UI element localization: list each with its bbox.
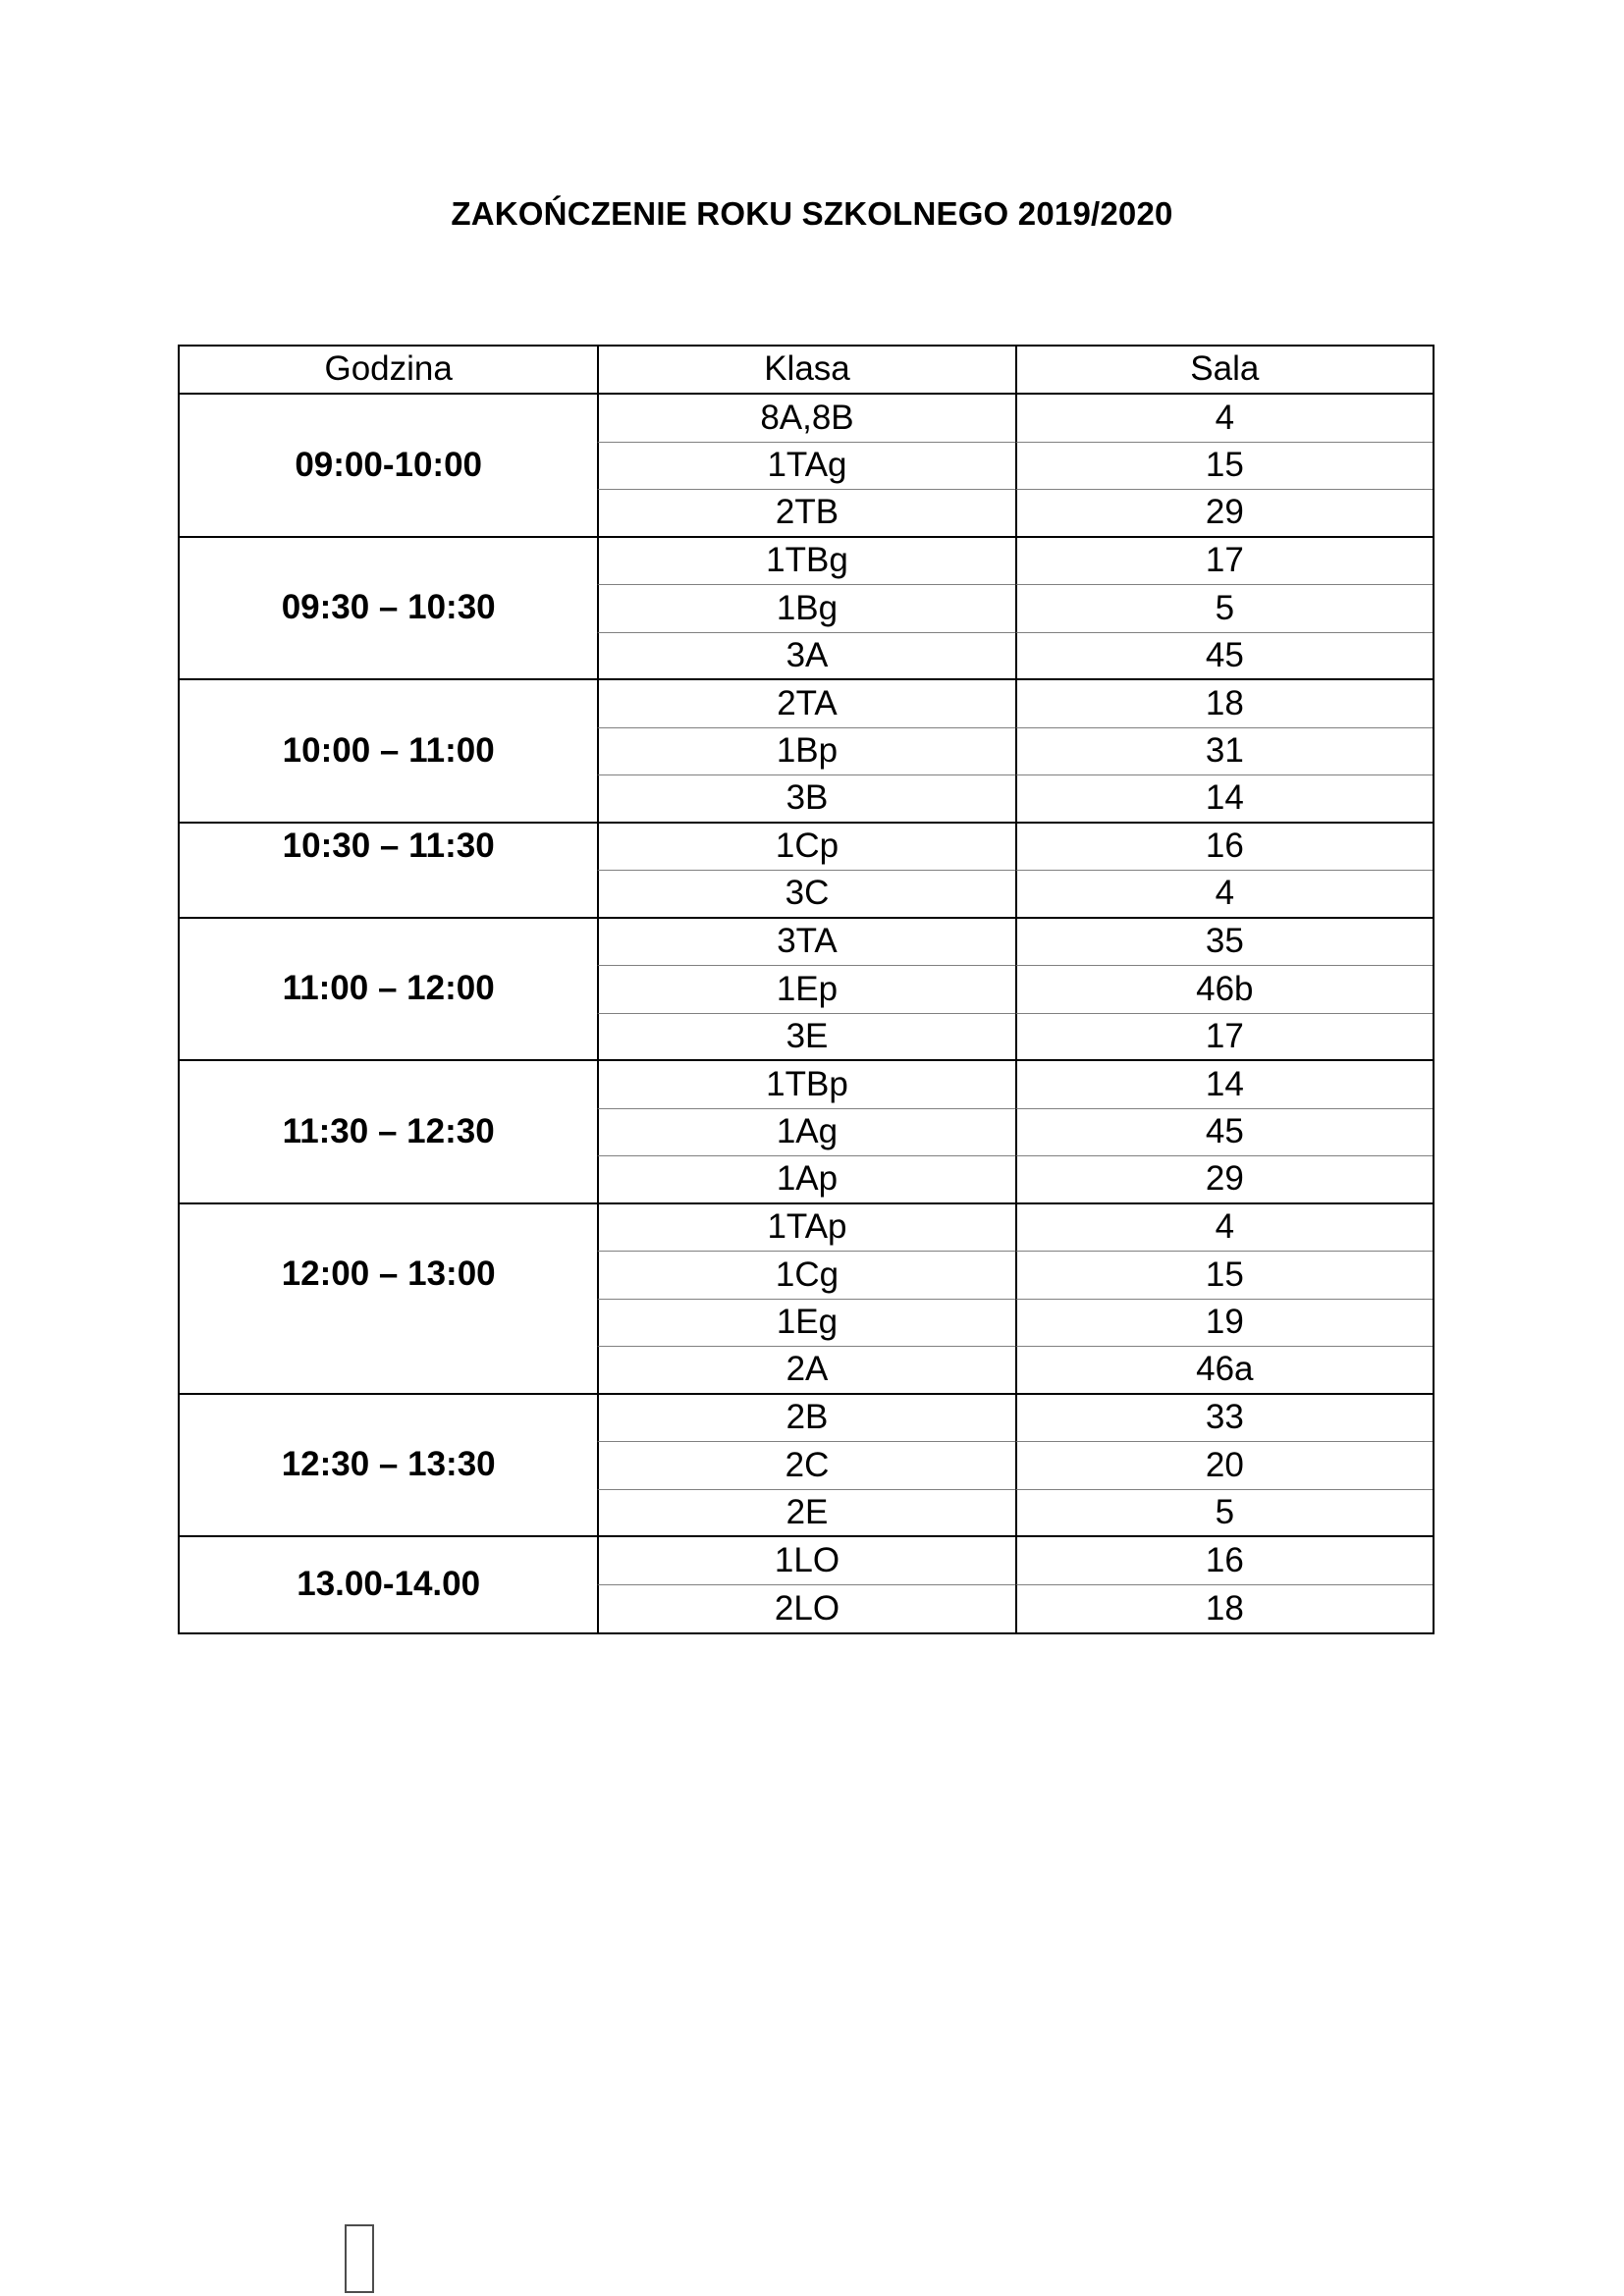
room-cell: 33 — [1015, 1395, 1433, 1443]
class-cell: 1TAg — [597, 443, 1014, 491]
room-cell: 18 — [1015, 1585, 1433, 1633]
time-cell — [180, 1204, 597, 1395]
room-cell: 45 — [1015, 633, 1433, 681]
time-label: 09:30 – 10:30 — [281, 588, 496, 626]
room-cell: 4 — [1015, 1204, 1433, 1253]
room-cell: 14 — [1015, 775, 1433, 824]
room-cell: 5 — [1015, 585, 1433, 633]
class-cell: 1TAp — [597, 1204, 1014, 1253]
class-cell: 1Bp — [597, 728, 1014, 776]
time-label: 09:00-10:00 — [295, 445, 483, 484]
header-klasa: Klasa — [597, 347, 1014, 395]
room-cell: 4 — [1015, 395, 1433, 443]
time-cell — [180, 395, 597, 538]
time-label: 10:00 – 11:00 — [282, 730, 495, 770]
time-label: 13.00-14.00 — [297, 1565, 481, 1604]
room-cell: 46a — [1015, 1347, 1433, 1395]
class-cell: 2C — [597, 1442, 1014, 1490]
room-cell: 45 — [1015, 1109, 1433, 1157]
class-cell: 1Cp — [597, 824, 1014, 872]
time-cell — [180, 824, 597, 919]
class-cell: 1Ap — [597, 1156, 1014, 1204]
room-cell: 5 — [1015, 1490, 1433, 1538]
document-title: ZAKOŃCZENIE ROKU SZKOLNEGO 2019/2020 — [451, 195, 1173, 232]
room-cell: 35 — [1015, 919, 1433, 967]
class-cell: 1Cg — [597, 1252, 1014, 1300]
room-cell: 4 — [1015, 871, 1433, 919]
time-cell — [180, 680, 597, 824]
time-cell — [180, 1395, 597, 1538]
room-cell: 46b — [1015, 966, 1433, 1014]
room-cell: 16 — [1015, 1537, 1433, 1585]
room-cell: 16 — [1015, 824, 1433, 872]
class-cell: 8A,8B — [597, 395, 1014, 443]
class-cell: 1TBp — [597, 1061, 1014, 1109]
room-cell: 17 — [1015, 538, 1433, 586]
room-cell: 14 — [1015, 1061, 1433, 1109]
time-cell — [180, 1061, 597, 1204]
class-cell: 3E — [597, 1014, 1014, 1062]
class-cell: 2TA — [597, 680, 1014, 728]
class-cell: 1Eg — [597, 1300, 1014, 1348]
room-cell: 17 — [1015, 1014, 1433, 1062]
class-cell: 2E — [597, 1490, 1014, 1538]
class-cell: 2LO — [597, 1585, 1014, 1633]
time-label: 11:30 – 12:30 — [282, 1111, 495, 1150]
class-cell: 3C — [597, 871, 1014, 919]
time-cell — [180, 1537, 597, 1632]
class-cell: 3B — [597, 775, 1014, 824]
room-cell: 15 — [1015, 443, 1433, 491]
class-cell: 2A — [597, 1347, 1014, 1395]
room-cell: 19 — [1015, 1300, 1433, 1348]
room-cell: 31 — [1015, 728, 1433, 776]
schedule-table — [178, 345, 1435, 1634]
room-cell: 20 — [1015, 1442, 1433, 1490]
class-cell: 1Ep — [597, 966, 1014, 1014]
time-label: 12:00 – 13:00 — [281, 1255, 496, 1294]
class-cell: 3TA — [597, 919, 1014, 967]
time-cell — [180, 919, 597, 1062]
class-cell: 1Bg — [597, 585, 1014, 633]
class-cell: 1LO — [597, 1537, 1014, 1585]
room-cell: 18 — [1015, 680, 1433, 728]
room-cell: 15 — [1015, 1252, 1433, 1300]
missing-glyph-box — [345, 2224, 374, 2293]
time-label: 11:00 – 12:00 — [282, 969, 495, 1007]
class-cell: 1TBg — [597, 538, 1014, 586]
header-godzina: Godzina — [180, 347, 597, 395]
header-sala: Sala — [1015, 347, 1433, 395]
class-cell: 3A — [597, 633, 1014, 681]
room-cell: 29 — [1015, 1156, 1433, 1204]
class-cell: 2B — [597, 1395, 1014, 1443]
class-cell: 2TB — [597, 490, 1014, 538]
time-cell — [180, 538, 597, 681]
room-cell: 29 — [1015, 490, 1433, 538]
time-label: 10:30 – 11:30 — [282, 827, 495, 865]
time-label: 12:30 – 13:30 — [281, 1445, 496, 1483]
class-cell: 1Ag — [597, 1109, 1014, 1157]
